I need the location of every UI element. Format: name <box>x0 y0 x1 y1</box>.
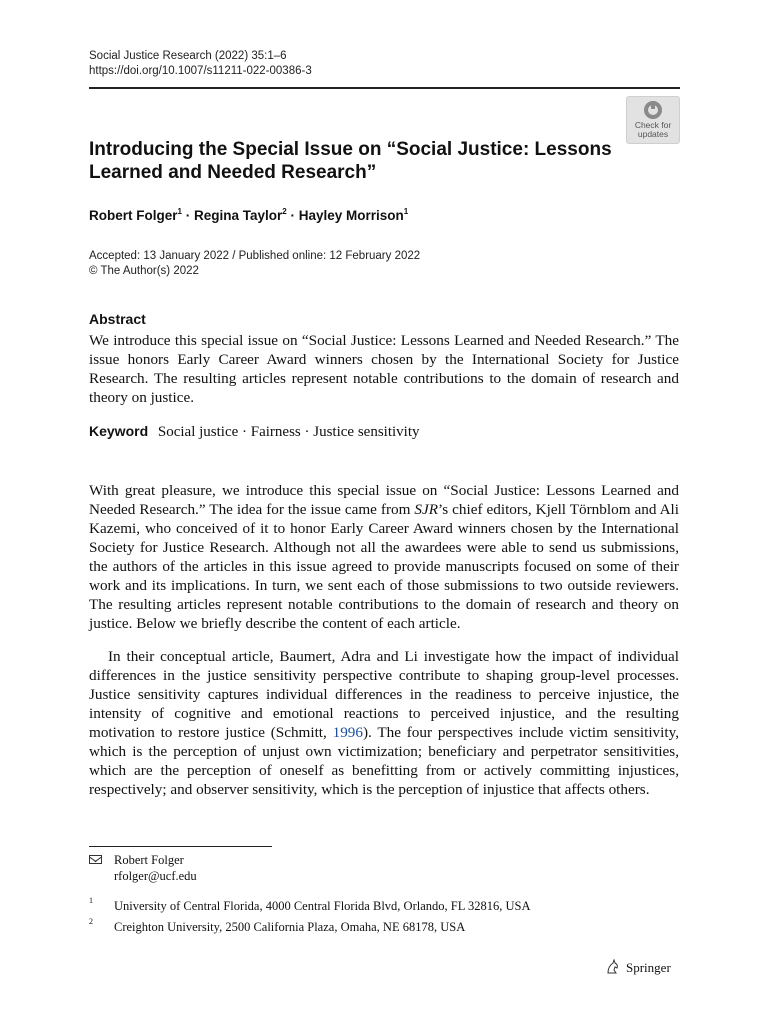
check-updates-icon <box>644 101 662 119</box>
envelope-icon <box>89 855 102 864</box>
affiliation-number: 2 <box>89 917 93 926</box>
publication-dates <box>89 249 420 279</box>
paragraph-text: In their conceptual article, Baumert, Adra and Li investigate how the impact of individual differences in the justice sensitivity perspective contribute to shaping group-level processes. Justice sensitivity captures individual differences in the readiness to perceive injustice, the intensity of cognitive and emotional reactions to perceived injustice, and the resulting motivation to restore justice (Schmitt, <box>89 648 679 741</box>
check-for-updates-button[interactable] <box>626 96 680 144</box>
affiliation-text: University of Central Florida, 4000 Central Florida Blvd, Orlando, FL 32816, USA <box>114 899 531 913</box>
author-affiliation-mark: 2 <box>282 207 287 216</box>
journal-header <box>89 49 312 79</box>
article-title: Introducing the Special Issue on “Social Justice: Lessons Learned and Needed Research” <box>89 139 612 183</box>
keyword-list: Social justice · Fairness · Justice sensitivity <box>157 424 420 440</box>
abstract-text: We introduce this special issue on “Social Justice: Lessons Learned and Needed Research.” The issue honors Early Career Award winners chosen by the International Society for Justice Research. The resulting articles represent notable contributions to the domain of research and theory on justice. <box>89 332 679 406</box>
footnote-rule <box>89 846 272 847</box>
author-name[interactable]: Regina Taylor <box>193 208 283 223</box>
check-updates-line2: updates <box>637 129 669 139</box>
author-affiliation-mark: 1 <box>177 207 182 216</box>
journal-citation: Social Justice Research (2022) 35:1–6 <box>89 50 287 62</box>
paragraph-text: ). The four perspectives include victim sensitivity, which is the perception of unjust own victimization; beneficiary and perpetrator sensitivities, which are the perception of oneself as benefitting from or actively committing injustices, respectively; and observer sensitivity, which is the perception of injustice that affects others. <box>89 724 679 798</box>
keyword-label: Keyword <box>89 423 149 439</box>
affiliation-text: Creighton University, 2500 California Plaza, Omaha, NE 68178, USA <box>114 920 466 934</box>
publisher-name: Springer <box>626 960 671 975</box>
paragraph-text: With great pleasure, we introduce this special issue on “Social Justice: Lessons Learned and Needed Research.” The idea for the issue came from <box>89 482 679 518</box>
corresponding-email[interactable]: rfolger@ucf.edu <box>114 869 197 883</box>
author-affiliation-mark: 1 <box>403 207 409 216</box>
body-paragraph-2 <box>89 647 679 799</box>
citation-link[interactable]: 1996 <box>332 724 363 741</box>
keywords <box>89 423 420 441</box>
publisher-logo <box>605 959 671 976</box>
doi-link[interactable]: https://doi.org/10.1007/s11211-022-00386-3 <box>89 65 312 77</box>
body-paragraph-1 <box>89 481 679 633</box>
header-rule <box>89 87 680 89</box>
check-updates-line1: Check for <box>634 120 672 130</box>
springer-horse-icon <box>605 959 621 975</box>
author-list: Robert Folger$^1$ · Regina Taylor$^2$ · Hayley Morrison$^1$ <box>89 207 409 223</box>
paragraph-text: ’s chief editors, Kjell Törnblom and Ali Kazemi, who conceived of it to honor Early Career Award winners chosen by the International Society for Justice Research. Although not all the awardees were able to send us submissions, the authors of the articles in this issue agreed to provide manuscripts focused on some of their work and its implications. In turn, we sent each of those submissions to two outside reviewers. The resulting articles represent notable contributions to the domain of research and theory on justice. Below we briefly describe the content of each article. <box>89 501 679 632</box>
journal-abbreviation: SJR <box>414 501 439 518</box>
corresponding-name: Robert Folger <box>114 853 184 867</box>
abstract-heading: Abstract <box>89 311 146 327</box>
affiliation-number: 1 <box>89 896 93 905</box>
author-name[interactable]: Robert Folger <box>89 208 178 223</box>
copyright-line: © The Author(s) 2022 <box>89 265 199 277</box>
author-name[interactable]: Hayley Morrison <box>298 208 404 223</box>
accepted-published-date: Accepted: 13 January 2022 / Published online: 12 February 2022 <box>89 250 421 262</box>
